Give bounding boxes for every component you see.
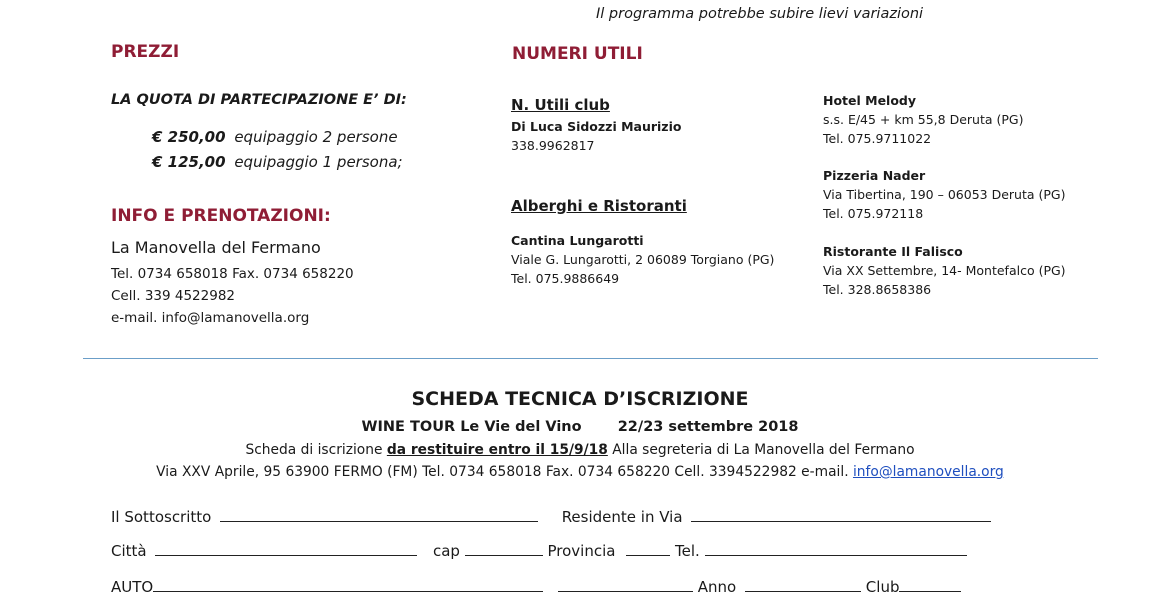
scheda-line1 xyxy=(0,442,1160,458)
auto-extra-field[interactable] xyxy=(558,577,693,592)
scheda-address: Via XXV Aprile, 95 63900 FERMO (FM) Tel. 0734 658018 Fax. 0734 658220 Cell. 3394522982 e-mail. xyxy=(156,464,853,480)
hotel-name: Hotel Melody xyxy=(823,93,917,108)
price-value: € 125,00 xyxy=(152,153,226,171)
club-field[interactable] xyxy=(899,577,961,592)
scheda-event: WINE TOUR Le Vie del Vino xyxy=(361,419,582,435)
sottoscritto-field[interactable] xyxy=(220,507,538,522)
hotel-tel: Tel. 075.9711022 xyxy=(823,131,932,146)
cap-field[interactable] xyxy=(465,541,543,556)
cantina-tel: Tel. 075.9886649 xyxy=(511,271,620,286)
program-note: Il programma potrebbe subire lievi variazioni xyxy=(596,6,924,22)
info-org: La Manovella del Fermano xyxy=(111,238,321,257)
auto-label: AUTO xyxy=(111,578,154,596)
anno-label: Anno xyxy=(697,578,737,596)
club-heading: N. Utili club xyxy=(511,96,610,114)
ristorante-name: Ristorante Il Falisco xyxy=(823,244,963,259)
cap-label: cap xyxy=(432,542,460,560)
scheda-line1-pre: Scheda di iscrizione xyxy=(245,442,387,458)
ristorante-address: Via XX Settembre, 14- Montefalco (PG) xyxy=(823,263,1066,278)
anno-field[interactable] xyxy=(745,577,861,592)
provincia-label: Provincia xyxy=(547,542,616,560)
auto-field[interactable] xyxy=(153,577,543,592)
sottoscritto-label: Il Sottoscritto xyxy=(111,508,212,526)
hotel-address: s.s. E/45 + km 55,8 Deruta (PG) xyxy=(823,112,1024,127)
price-row-1 xyxy=(152,128,398,146)
info-tel: Tel. 0734 658018 Fax. 0734 658220 xyxy=(111,266,354,282)
club-label: Club xyxy=(865,578,900,596)
price-value: € 250,00 xyxy=(152,128,226,146)
form-row-2 xyxy=(111,541,967,560)
section-divider xyxy=(83,358,1098,359)
price-row-2 xyxy=(152,153,403,171)
residente-field[interactable] xyxy=(691,507,991,522)
cantina-name: Cantina Lungarotti xyxy=(511,233,644,248)
scheda-dates: 22/23 settembre 2018 xyxy=(617,419,799,435)
prezzi-heading: PREZZI xyxy=(111,42,180,62)
cantina-address: Viale G. Lungarotti, 2 06089 Torgiano (PG) xyxy=(511,252,775,267)
scheda-deadline: da restituire entro il 15/9/18 xyxy=(386,442,608,458)
club-name: Di Luca Sidozzi Maurizio xyxy=(511,119,682,134)
info-heading: INFO E PRENOTAZIONI: xyxy=(111,206,331,226)
form-row-1 xyxy=(111,507,991,526)
alberghi-heading: Alberghi e Ristoranti xyxy=(511,197,687,215)
pizzeria-tel: Tel. 075.972118 xyxy=(823,206,924,221)
citta-label: Città xyxy=(111,542,147,560)
club-phone: 338.9962817 xyxy=(511,138,595,153)
scheda-event-line xyxy=(0,419,1160,435)
tel-field[interactable] xyxy=(705,541,967,556)
form-row-3 xyxy=(111,577,961,596)
info-email: e-mail. info@lamanovella.org xyxy=(111,310,310,326)
provincia-field[interactable] xyxy=(626,541,670,556)
scheda-email-link[interactable]: info@lamanovella.org xyxy=(852,464,1004,480)
residente-label: Residente in Via xyxy=(561,508,683,526)
citta-field[interactable] xyxy=(155,541,417,556)
ristorante-tel: Tel. 328.8658386 xyxy=(823,282,932,297)
tel-label: Tel. xyxy=(675,542,700,560)
pizzeria-name: Pizzeria Nader xyxy=(823,168,926,183)
pizzeria-address: Via Tibertina, 190 – 06053 Deruta (PG) xyxy=(823,187,1066,202)
info-cell: Cell. 339 4522982 xyxy=(111,288,235,304)
numeri-heading: NUMERI UTILI xyxy=(512,44,643,64)
price-desc: equipaggio 2 persone xyxy=(234,128,398,146)
price-desc: equipaggio 1 persona; xyxy=(234,153,403,171)
scheda-line1-post: Alla segreteria di La Manovella del Fermano xyxy=(607,442,915,458)
scheda-line2 xyxy=(0,464,1160,480)
scheda-title: SCHEDA TECNICA D’ISCRIZIONE xyxy=(411,388,749,410)
quota-label: LA QUOTA DI PARTECIPAZIONE E’ DI: xyxy=(111,92,407,108)
